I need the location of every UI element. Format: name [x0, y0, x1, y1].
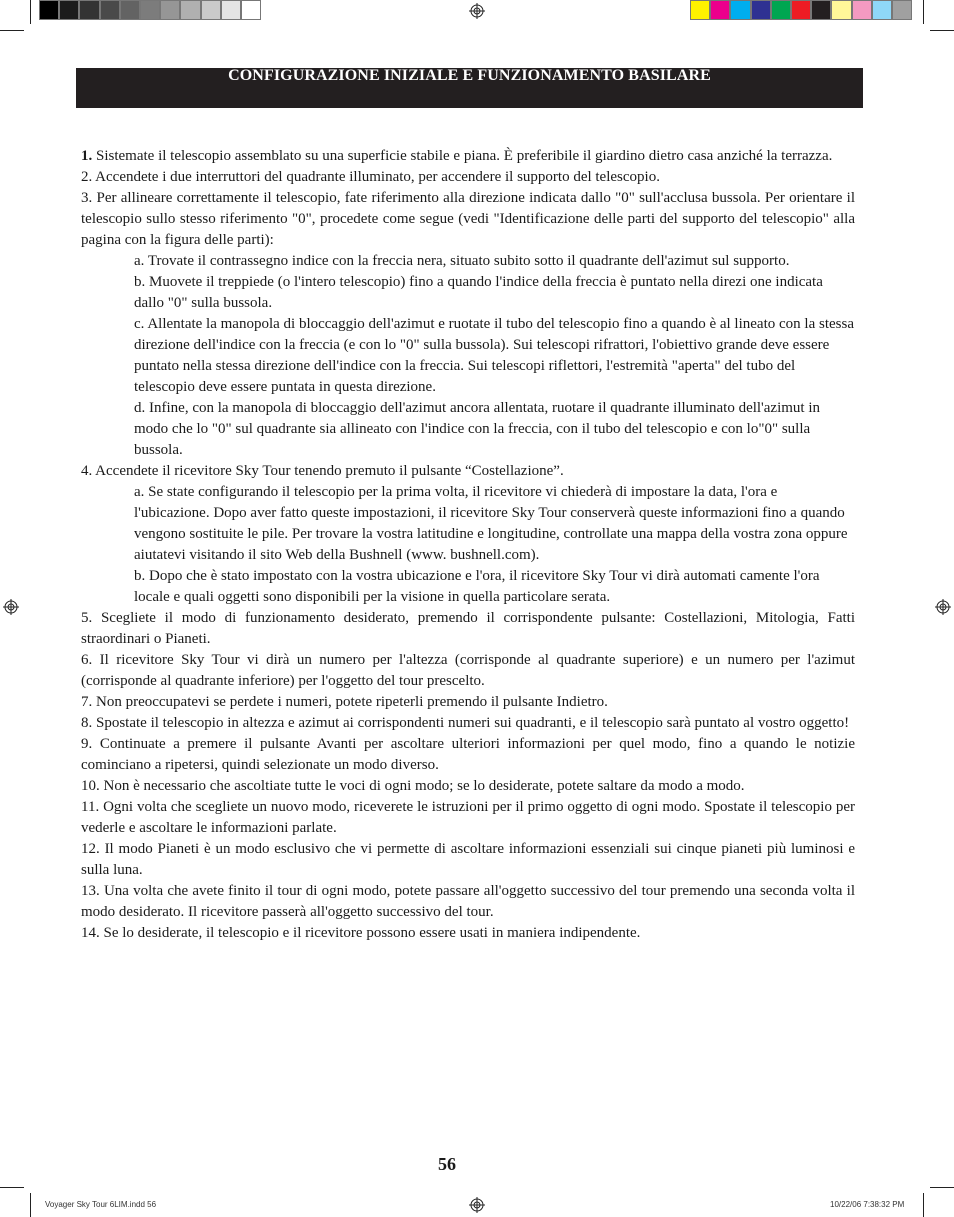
color-swatch: [100, 0, 120, 20]
registration-mark-icon: [469, 1197, 485, 1213]
step-3c: c. Allentate la manopola di bloccaggio dell'azimut e ruotate il tubo del telescopio fino a quando è al lineato con la stessa direzione dell'indice con la freccia (e con lo "0" sulla bussola). Sui telescopi rifrattori, l'obiettivo grande deve essere puntato nella stessa direzione dell'indice con la freccia. Sui telescopi riflettori, l'estremità "aperta" del tubo del telescopio deve essere puntata in questa direzione.: [134, 316, 854, 395]
file-slug: Voyager Sky Tour 6LIM.indd 56: [45, 1200, 157, 1209]
step-11: 11. Ogni volta che scegliete un nuovo modo, riceverete le istruzioni per il primo oggetto di ogni modo. Spostate il telescopio per vederle e ascoltare le informazioni parlate.: [81, 799, 855, 836]
step-3b: b. Muovete il treppiede (o l'intero telescopio) fino a quando l'indice della freccia è puntato nella direzi one indicata dallo "0" sulla bussola.: [134, 274, 823, 311]
crop-mark: [923, 0, 924, 24]
color-swatch: [201, 0, 221, 20]
color-swatch: [852, 0, 872, 20]
step-number: 1.: [81, 148, 93, 164]
color-swatch: [140, 0, 160, 20]
step-8: 8. Spostate il telescopio in altezza e azimut ai corrispondenti numeri sui quadranti, e il telescopio sarà puntato al vostro oggetto!: [81, 715, 850, 731]
step-3: 3. Per allineare correttamente il telescopio, fate riferimento alla direzione indicata dallo "0" sull'acclusa bussola. Per orientare il telescopio sullo stesso riferimento "0", procedete come segue (vedi "Identificazione delle parti del supporto del telescopio" alla pagina con la figura delle parti):: [81, 190, 855, 248]
grayscale-color-bar: [39, 0, 261, 22]
crop-mark: [930, 1187, 954, 1188]
color-swatch: [831, 0, 851, 20]
crop-mark: [930, 30, 954, 31]
step-14: 14. Se lo desiderate, il telescopio e il ricevitore possono essere usati in maniera indipendente.: [81, 925, 641, 941]
color-swatch: [791, 0, 811, 20]
step-9: 9. Continuate a premere il pulsante Avanti per ascoltare ulteriori informazioni per quel modo, fino a quando le notizie cominciano a ripetersi, quindi selezionate un modo diverso.: [81, 736, 855, 773]
color-swatch: [39, 0, 59, 20]
color-swatch: [811, 0, 831, 20]
step-1: 1. Sistemate il telescopio assemblato su una superficie stabile e piana. È preferibile il giardino dietro casa anziché la terrazza.: [81, 148, 833, 164]
step-2: 2. Accendete i due interruttori del quadrante illuminato, per accendere il supporto del telescopio.: [81, 169, 660, 185]
color-swatch: [120, 0, 140, 20]
step-10: 10. Non è necessario che ascoltiate tutte le voci di ogni modo; se lo desiderate, potete saltare da modo a modo.: [81, 778, 745, 794]
page-number: 56: [438, 1154, 456, 1174]
color-swatch: [241, 0, 261, 20]
color-swatch: [160, 0, 180, 20]
step-5: 5. Scegliete il modo di funzionamento desiderato, premendo il corrispondente pulsante: Costellazioni, Mitologia, Fatti straordinari o Pianeti.: [81, 610, 855, 647]
registration-mark-icon: [469, 3, 485, 19]
color-swatch: [751, 0, 771, 20]
step-3d: d. Infine, con la manopola di bloccaggio dell'azimut ancora allentata, ruotare il quadrante illuminato dell'azimut in modo che lo "0" sul quadrante sia allineato con l'indice con la freccia, con il tubo del telescopio e con lo"0" sulla bussola.: [134, 400, 820, 458]
crop-mark: [0, 30, 24, 31]
color-swatch: [79, 0, 99, 20]
step-7: 7. Non preoccupatevi se perdete i numeri, potete ripeterli premendo il pulsante Indietro.: [81, 694, 608, 710]
color-swatch: [892, 0, 912, 20]
crop-mark: [0, 1187, 24, 1188]
registration-mark-icon: [3, 599, 19, 615]
crop-mark: [30, 1193, 31, 1217]
print-timestamp: 10/22/06 7:38:32 PM: [830, 1200, 905, 1209]
color-swatch: [771, 0, 791, 20]
step-12: 12. Il modo Pianeti è un modo esclusivo che vi permette di ascoltare informazioni essenziali sui cinque pianeti più luminosi e sulla luna.: [81, 841, 855, 878]
crop-mark: [30, 0, 31, 24]
color-swatch: [690, 0, 710, 20]
color-swatch: [710, 0, 730, 20]
crop-mark: [923, 1193, 924, 1217]
color-swatch: [221, 0, 241, 20]
instructions-body: [81, 146, 855, 944]
color-swatch: [59, 0, 79, 20]
step-6: 6. Il ricevitore Sky Tour vi dirà un numero per l'altezza (corrisponde al quadrante superiore) e un numero per l'azimut (corrisponde al quadrante inferiore) per l'oggetto del tour prescelto.: [81, 652, 855, 689]
color-swatch: [730, 0, 750, 20]
registration-mark-icon: [935, 599, 951, 615]
step-13: 13. Una volta che avete finito il tour di ogni modo, potete passare all'oggetto successivo del tour premendo una seconda volta il modo desiderato. Il ricevitore passerà all'oggetto successivo del tour.: [81, 883, 855, 920]
step-3a: a. Trovate il contrassegno indice con la freccia nera, situato subito sotto il quadrante dell'azimut sul supporto.: [134, 253, 790, 269]
color-swatch: [872, 0, 892, 20]
color-swatch: [180, 0, 200, 20]
section-title: CONFIGURAZIONE INIZIALE E FUNZIONAMENTO BASILARE: [228, 67, 711, 84]
process-color-bar: [690, 0, 912, 22]
step-4a: a. Se state configurando il telescopio per la prima volta, il ricevitore vi chiederà di impostare la data, l'ora e l'ubicazione. Dopo aver fatto queste impostazioni, il ricevitore Sky Tour conserverà queste informazioni fino a quando vengono sostituite le pile. Per trovare la vostra latitudine e longitudine, controllate una mappa della vostra zona oppure aiutatevi visitando il sito Web della Bushnell (www. bushnell.com).: [134, 484, 848, 563]
step-4: 4. Accendete il ricevitore Sky Tour tenendo premuto il pulsante “Costellazione”.: [81, 463, 564, 479]
step-4b: b. Dopo che è stato impostato con la vostra ubicazione e l'ora, il ricevitore Sky Tour vi dirà automati camente l'ora locale e quali oggetti sono disponibili per la visione in quella particolare serata.: [134, 568, 820, 605]
section-header-banner: [76, 68, 863, 108]
